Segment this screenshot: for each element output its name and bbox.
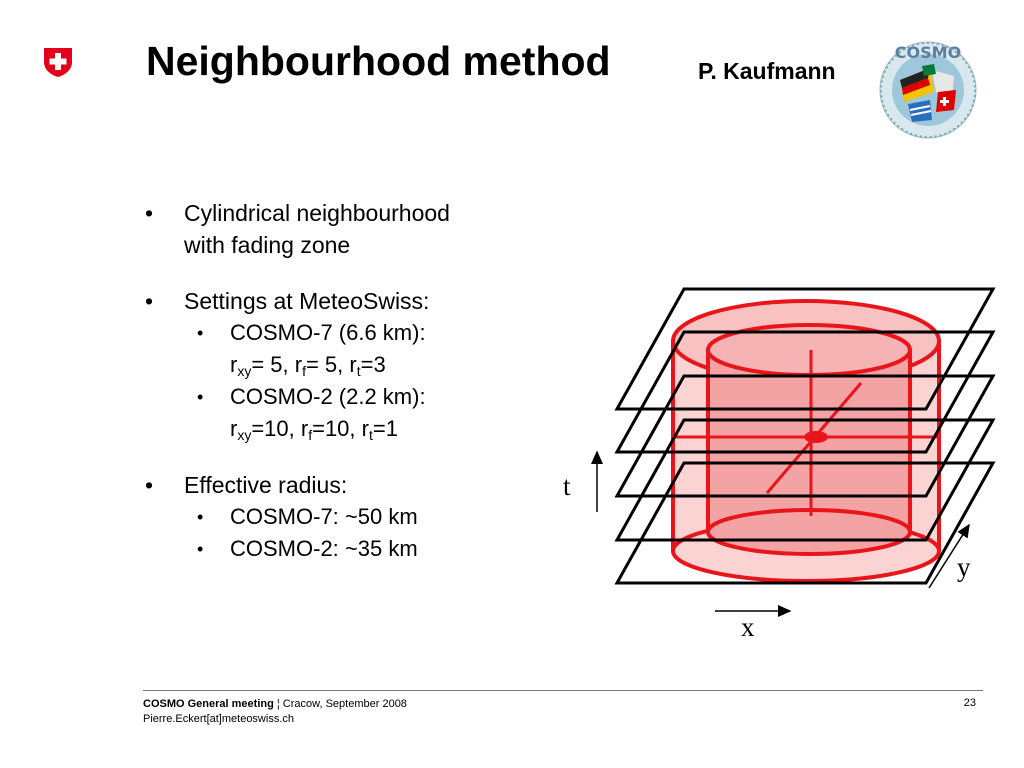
swiss-flag-logo xyxy=(42,46,74,78)
author-name: P. Kaufmann xyxy=(698,58,836,84)
bullet-dot: • xyxy=(145,288,154,314)
bullet-dot: • xyxy=(197,387,204,407)
bullet-text: with fading zone xyxy=(184,232,351,258)
footer-divider xyxy=(143,690,983,691)
slide-title: Neighbourhood method xyxy=(146,38,611,84)
sub-bullet-item xyxy=(140,317,540,381)
bullet-dot: • xyxy=(145,200,154,226)
logo-lettering: COSMO xyxy=(894,43,962,62)
bullet-text: Settings at MeteoSwiss: xyxy=(184,288,430,314)
bullet-text: COSMO-2: ~35 km xyxy=(230,536,418,561)
center-point xyxy=(804,431,828,443)
sub-bullet-item xyxy=(140,501,540,533)
footer-meeting: COSMO General meeting xyxy=(143,698,274,710)
formula-text: $r_{xy}=10$, $r_f=10$, $r_t=1$ xyxy=(230,416,398,443)
bullet-text: COSMO-7 (6.6 km): xyxy=(230,320,426,345)
footer-info xyxy=(143,697,407,727)
bullet-item xyxy=(140,285,540,317)
bullet-text: Cylindrical neighbourhood xyxy=(184,200,450,226)
footer-place-date: Cracow, September 2008 xyxy=(282,698,407,710)
bullet-item xyxy=(140,197,540,261)
bullet-text: COSMO-7: ~50 km xyxy=(230,504,418,529)
formula-text: $r_{xy}= 5$, $r_f= 5$, $r_t=3$ xyxy=(230,352,386,379)
y-axis-label: y xyxy=(957,552,971,582)
bullet-dot: • xyxy=(197,507,204,527)
cylinder-diagram xyxy=(540,270,1020,670)
bullet-dot: • xyxy=(197,323,204,343)
page-number: 23 xyxy=(963,697,976,709)
t-axis-label: t xyxy=(563,471,571,501)
bullet-dot: • xyxy=(145,472,154,498)
cosmo-logo xyxy=(878,40,978,140)
sub-bullet-item xyxy=(140,381,540,445)
footer-separator: ¦ xyxy=(273,698,283,710)
footer-email: Pierre.Eckert[at]meteoswiss.ch xyxy=(143,713,294,725)
bullet-text: COSMO-2 (2.2 km): xyxy=(230,384,426,409)
x-axis-label: x xyxy=(741,612,755,642)
sub-bullet-item xyxy=(140,533,540,565)
bullet-item xyxy=(140,469,540,501)
bullet-list xyxy=(140,197,540,565)
bullet-text: Effective radius: xyxy=(184,472,348,498)
bullet-dot: • xyxy=(197,539,204,559)
